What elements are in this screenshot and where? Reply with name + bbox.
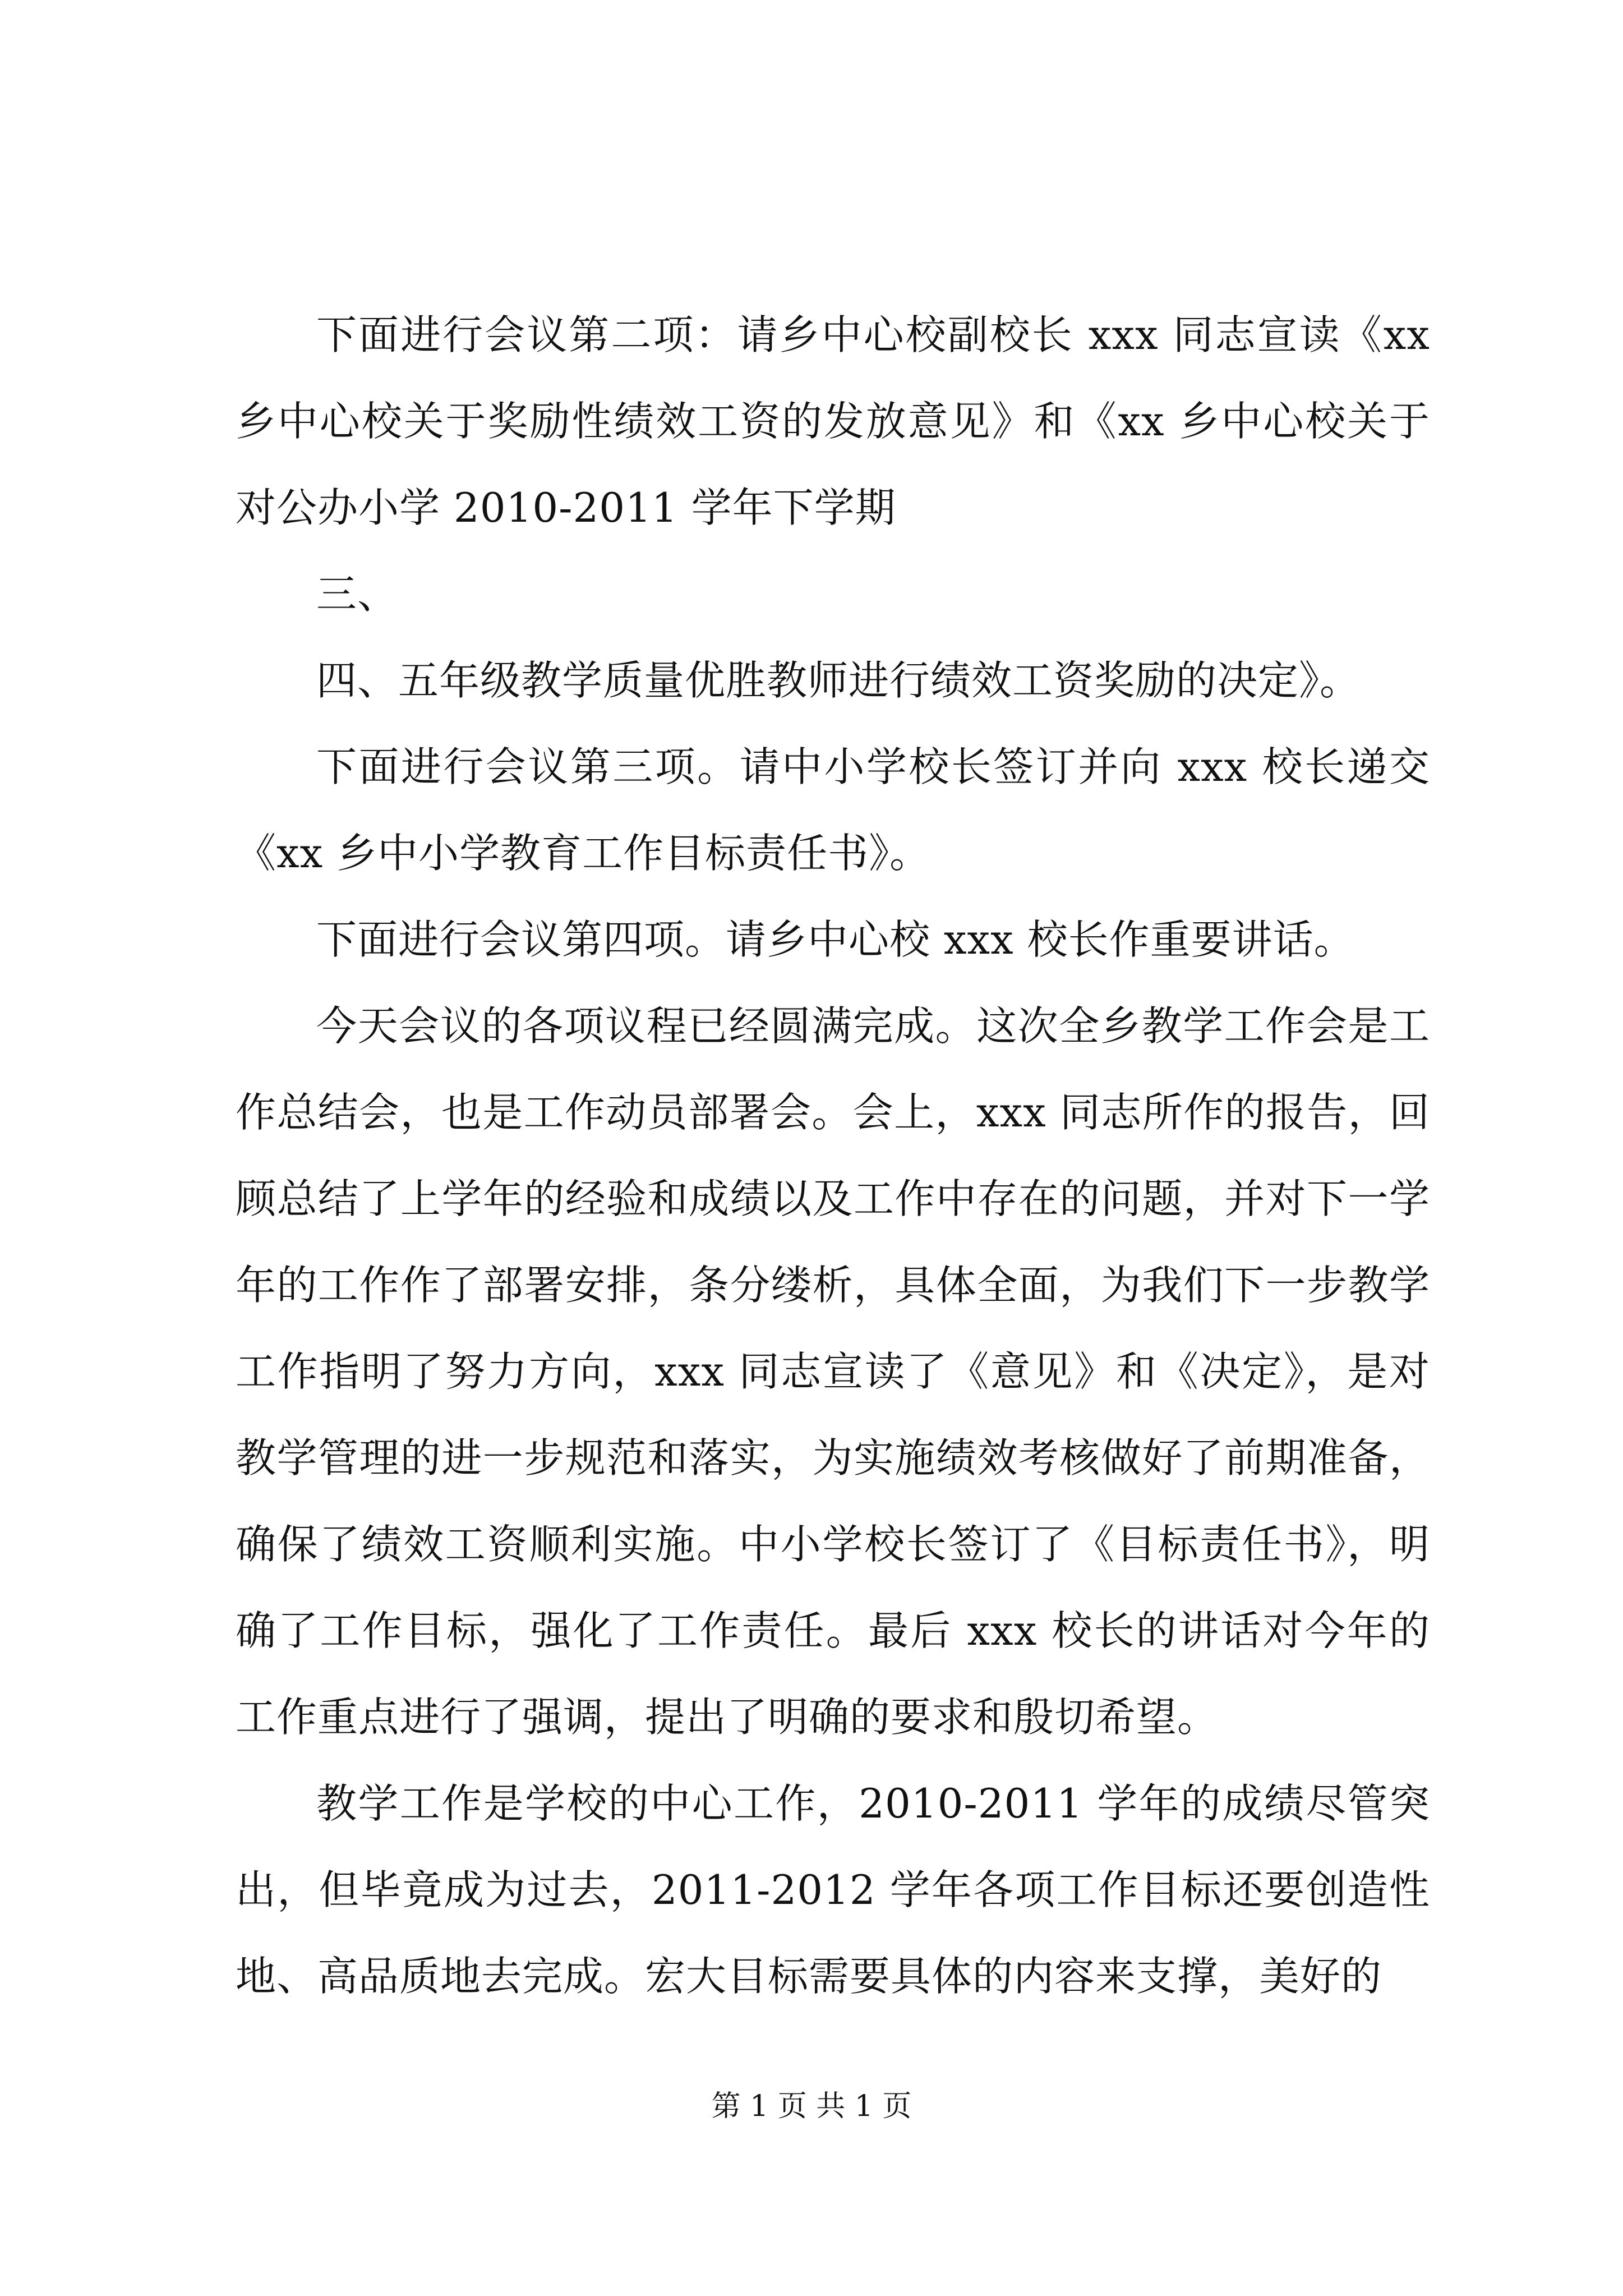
- paragraph-teaching-work: 教学工作是学校的中心工作，2010-2011 学年的成绩尽管突出，但毕竟成为过去，2011-2012 学年各项工作目标还要创造性地、高品质地去完成。宏大目标需要具体的内容来支撑，美好的: [236, 1780, 1430, 2000]
- paragraph-agenda-item-two: 下面进行会议第二项：请乡中心校副校长 xxx 同志宣读《xx 乡中心校关于奖励性绩效工资的发放意见》和《xx 乡中心校关于对公办小学 2010-2011 学年下学期: [236, 311, 1430, 531]
- paragraph-agenda-item-four: 下面进行会议第四项。请乡中心校 xxx 校长作重要讲话。: [316, 916, 1355, 963]
- paragraph-agenda-item-three: 下面进行会议第三项。请中小学校长签订并向 xxx 校长递交《xx 乡中小学教育工作目标责任书》。: [236, 743, 1430, 877]
- page-number-footer: 第 1 页 共 1 页: [711, 2090, 912, 2123]
- document-body: [236, 292, 1430, 2019]
- paragraph-grade-four-five: 四、五年级教学质量优胜教师进行绩效工资奖励的决定》。: [316, 657, 1361, 704]
- paragraph-grade-three: 三、: [316, 570, 399, 618]
- paragraph-meeting-summary: 今天会议的各项议程已经圆满完成。这次全乡教学工作会是工作总结会，也是工作动员部署会。会上，xxx 同志所作的报告，回顾总结了上学年的经验和成绩以及工作中存在的问题，并对下一学年的工作作了部署安排，条分缕析，具体全面，为我们下一步教学工作指明了努力方向，xxx 同志宣读了《意见》和《决定》，是对教学管理的进一步规范和落实，为实施绩效考核做好了前期准备，确保了绩效工资顺利实施。中小学校长签订了《目标责任书》，明确了工作目标，强化了工作责任。最后 xxx 校长的讲话对今年的工作重点进行了强调，提出了明确的要求和殷切希望。: [236, 1002, 1430, 1741]
